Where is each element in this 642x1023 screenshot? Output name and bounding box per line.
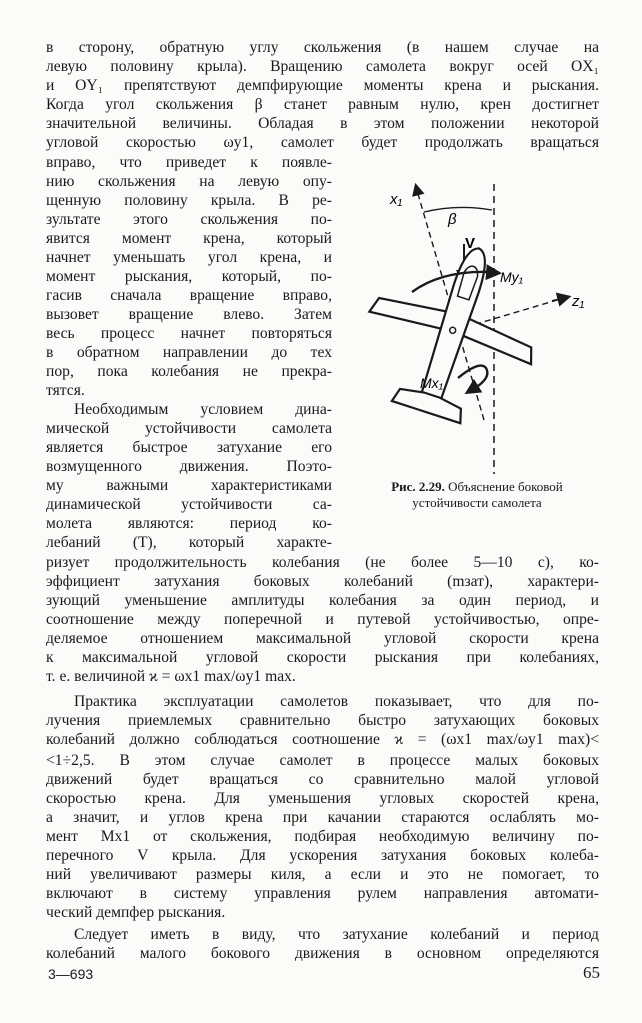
text-line: в обратном направлении до тех — [46, 344, 332, 361]
text-line: мент Mx1 от скольжения, подбирая необходимую величину по- — [46, 828, 599, 845]
text-line: вызовет вращение влево. Затем — [46, 306, 332, 323]
text-line: скоростью крена. Для уменьшения угловых скоростей крена, — [46, 790, 599, 807]
text-line: зультате этого скольжения по- — [46, 211, 332, 228]
text-line: деляемое отношением максимальной угловой скорости крена — [46, 630, 599, 647]
text-line: Когда угол скольжения β станет равным нулю, крен достигнет — [46, 96, 599, 113]
aircraft-diagram — [352, 182, 602, 477]
text-line: лучения приемлемых сравнительно быстро затухающих боковых — [46, 712, 599, 729]
text-line: ризует продолжительность колебания (не более 5—10 с), ко- — [46, 554, 599, 571]
text-line: тятся. — [46, 382, 85, 399]
text-line: колебаний малого бокового движения в основном определяются — [46, 945, 599, 962]
text-line: т. е. величиной ϰ = ωx1 max/ωy1 max. — [46, 668, 296, 685]
label-mx1: Mx₁ — [420, 375, 444, 391]
text-line: весь процесс начнет повторяться — [46, 325, 332, 342]
caption-number: Рис. 2.29. — [391, 479, 445, 494]
caption-line1: Объяснение боковой — [448, 479, 563, 494]
text-line: <1÷2,5. В этом случае самолет в процессе малых боковых — [46, 752, 599, 769]
mx1-moment-arc — [458, 366, 487, 390]
text-line: а значит, и углов крена при качании стараются ослаблять мо- — [46, 809, 599, 826]
x1-axis-arrow — [416, 186, 418, 194]
text-line: угловой скоростью ωy1, самолет будет продолжать вращаться — [46, 134, 599, 151]
printer-signature: 3—693 — [48, 966, 94, 982]
label-z1: z₁ — [572, 293, 585, 310]
text-line: к максимальной угловой скорости рыскания при колебаниях, — [46, 649, 599, 666]
my1-moment-arrow — [484, 272, 498, 273]
text-line: эффициент затухания боковых колебаний (mзат), характери- — [46, 573, 599, 590]
label-beta: β — [448, 211, 457, 228]
text-line: левую половину крыла). Вращению самолета вокруг осей OX₁ — [46, 58, 599, 75]
text-line: в сторону, обратную углу скольжения (в нашем случае на — [46, 39, 599, 56]
center-of-mass — [449, 327, 457, 335]
text-line: вправо, что приведет к появле- — [46, 154, 332, 171]
text-line: зующий уменьшение амплитуды колебания за один период, и — [46, 592, 599, 609]
aircraft — [352, 222, 560, 438]
text-line: явится момент крена, который — [46, 230, 332, 247]
text-line: нию скольжения на левую опу- — [46, 173, 332, 190]
text-line: Практика эксплуатации самолетов показывает, что для по- — [74, 693, 599, 710]
text-line: начнет уменьшать угол крена, и — [46, 249, 332, 266]
text-line: возмущенного движения. Поэто- — [46, 458, 332, 475]
figure-2-29 — [352, 182, 602, 477]
page-number: 65 — [583, 963, 600, 982]
text-line: щенную половину крыла. В ре- — [46, 192, 332, 209]
text-line: динамической устойчивости са- — [46, 496, 332, 513]
text-line: является быстрое затухание его — [46, 439, 332, 456]
text-line: гасив сначала вращение вправо, — [46, 287, 332, 304]
figure-caption — [352, 479, 602, 511]
text-line: Необходимым условием дина- — [74, 401, 332, 418]
text-line: включают в систему управления рулем направления автомати- — [46, 885, 599, 902]
text-line: ний увеличивают размеры киля, а если и это не помогает, то — [46, 866, 599, 883]
text-line: соотношение между поперечной и путевой устойчивостью, опре- — [46, 611, 599, 628]
label-velocity: V — [465, 235, 476, 252]
text-line: мической устойчивости самолета — [46, 420, 332, 437]
caption-line2: устойчивости самолета — [412, 495, 542, 510]
text-line: пор, пока колебания не прекра- — [46, 363, 332, 380]
text-line: движений будет вращаться со сравнительно малой угловой — [46, 771, 599, 788]
text-line: Следует иметь в виду, что затухание колебаний и период — [74, 926, 599, 943]
beta-arc — [424, 207, 492, 212]
label-my1: My₁ — [500, 269, 524, 285]
text-line: перечного V крыла. Для ускорения затухания боковых колеба- — [46, 847, 599, 864]
z1-axis-arrow — [552, 297, 568, 301]
text-line: молета являются: период ко- — [46, 515, 332, 532]
text-line: и OY₁ препятствуют демпфирующие моменты крена и рыскания. — [46, 77, 599, 94]
text-line: момент рыскания, который, по- — [46, 268, 332, 285]
text-line: му важными характеристиками — [46, 477, 332, 494]
label-x1: x₁ — [390, 191, 403, 208]
text-line: ческий демпфер рыскания. — [46, 904, 226, 921]
text-line: лебаний (T), который характе- — [46, 534, 332, 551]
text-line: колебаний должно соблюдаться соотношение ϰ = (ωx1 max/ωy1 max)< — [46, 731, 599, 748]
text-line: значительной величины. Обладая в этом положении некоторой — [46, 115, 599, 132]
